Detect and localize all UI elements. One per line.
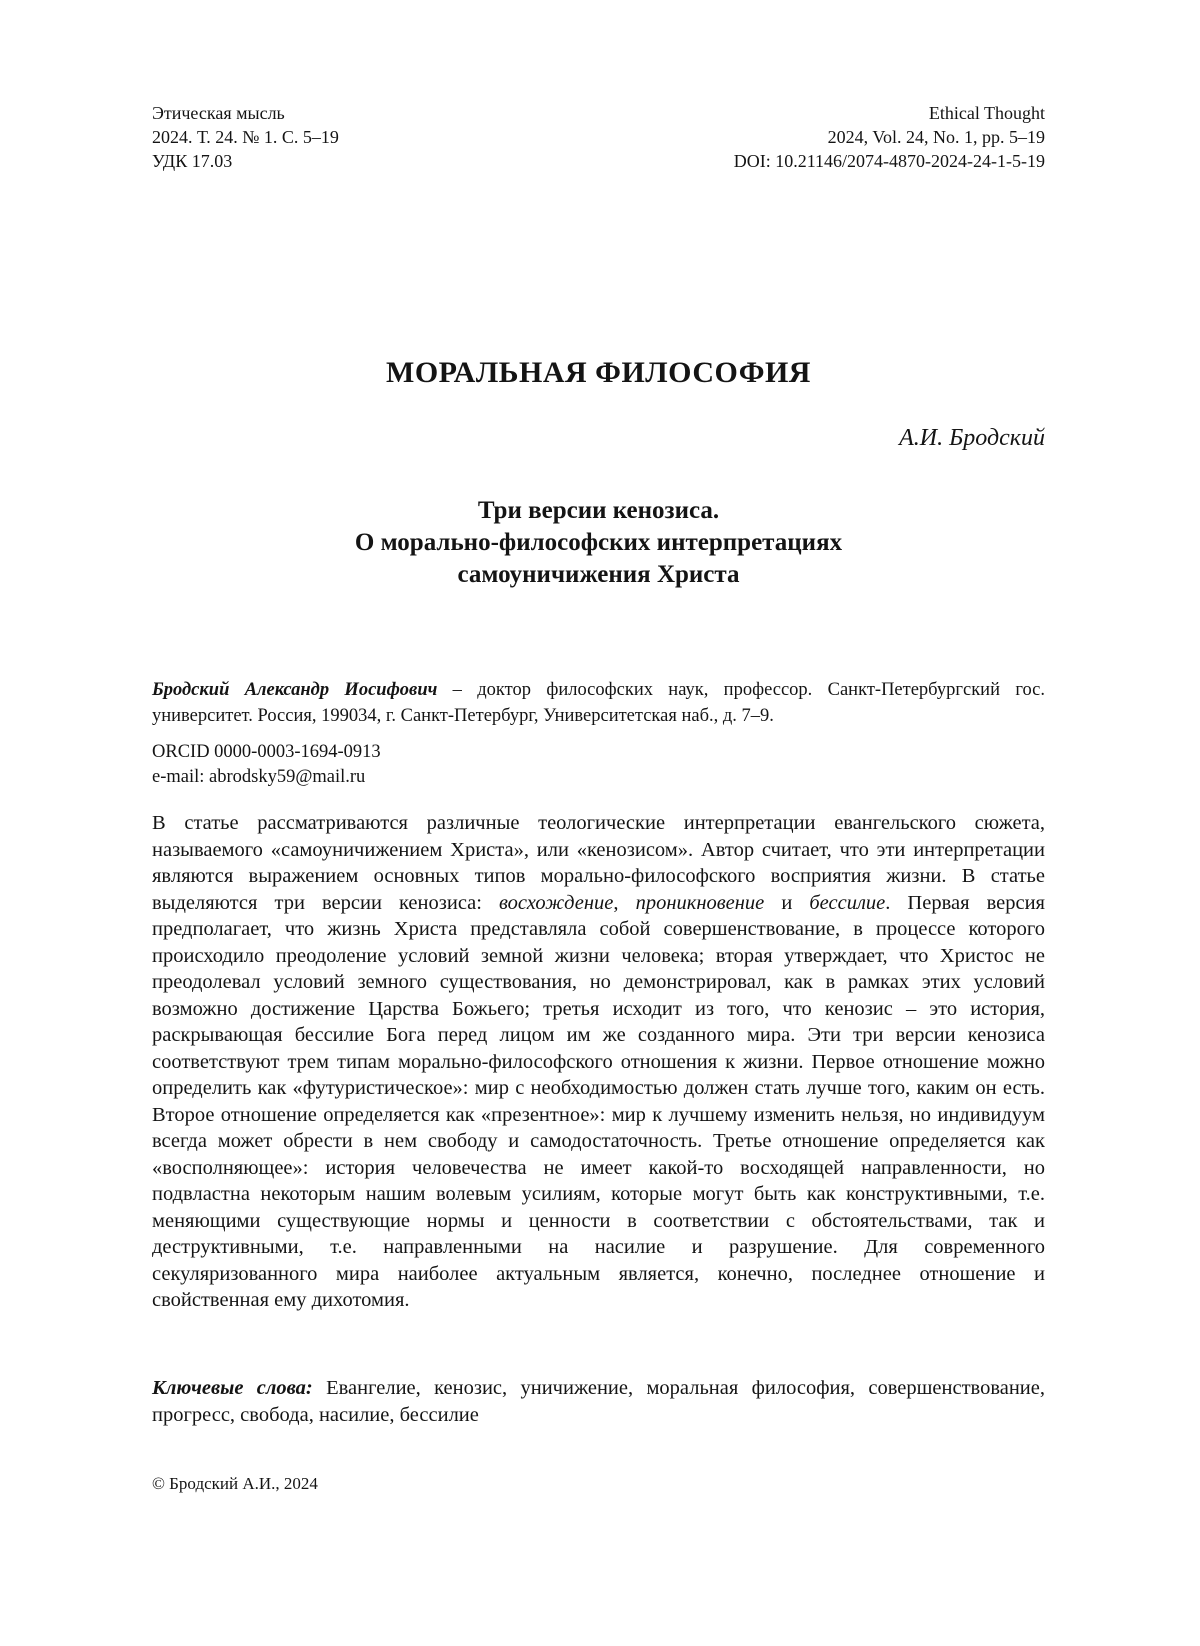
abstract xyxy=(152,810,1045,1314)
abstract-sep-1: , xyxy=(613,891,636,914)
abstract-part-2: . Первая версия предполагает, что жизнь Христа представляла собой совершенствование, в процессе которого происходило преодоление условий земной жизни человека; вторая утверждает, что Христос не преодолевал условий земного существования, но демонстрировал, как в рамках этих условий возможно достижение Царства Божьего; третья исходит из того, что кенозис – это история, раскрывающая бессилие Бога перед лицом им же созданного мира. Эти три версии кенозиса соответствуют трем типам морально-философского отношения к жизни. Первое отношение можно определить как «футуристическое»: мир с необходимостью должен стать лучше того, каким он есть. Второе отношение определяется как «презентное»: мир к лучшему изменить нельзя, но индивидуум всегда может обрести в нем свободу и самодостаточность. Третье отношение определяется как «восполняющее»: история человечества не имеет какой-то восходящей направленности, но подвластна некоторым нашим волевым усилиям, которые могут быть как конструктивными, т.е. меняющими существующие нормы и ценности в соответствии с обстоятельствами, так и деструктивными, т.е. направленными на насилие и разрушение. Для современного секуляризованного мира наиболее актуальным является, конечно, последнее отношение и свойственная ему дихотомия. xyxy=(152,891,1045,1311)
author-full-name: Бродский Александр Иосифович xyxy=(152,680,438,700)
article-page xyxy=(152,0,1045,1646)
article-title xyxy=(152,495,1045,591)
article-title-line-1: Три версии кенозиса. xyxy=(477,497,720,524)
author-identifiers xyxy=(152,740,381,790)
orcid: ORCID 0000-0003-1694-0913 xyxy=(152,742,381,762)
abstract-emphasis-3: бессилие xyxy=(809,891,886,914)
udc-code: УДК 17.03 xyxy=(152,151,233,171)
article-title-line-3: самоуничижения Христа xyxy=(457,561,740,588)
abstract-part-1: В статье рассматриваются различные теологические интерпретации евангельского сюжета, называемого «самоуничижением Христа», или «кенозисом». Автор считает, что эти интерпретации являются выражением основных типов морально-философского восприятия жизни. В статье выделяются три версии кенозиса: xyxy=(152,812,1045,914)
email: e-mail: abrodsky59@mail.ru xyxy=(152,767,366,787)
doi: DOI: 10.21146/2074-4870-2024-24-1-5-19 xyxy=(733,151,1045,171)
abstract-emphasis-1: восхождение xyxy=(499,891,614,914)
header-left-block xyxy=(152,101,339,173)
issue-info-en: 2024, Vol. 24, No. 1, pp. 5–19 xyxy=(827,127,1045,147)
keywords-label: Ключевые слова: xyxy=(152,1377,313,1399)
keywords-text: Евангелие, кенозис, уничижение, моральная философия, совершенствование, прогресс, свобода, насилие, бессилие xyxy=(152,1377,1045,1426)
abstract-emphasis-2: проникновение xyxy=(635,891,765,914)
author-affiliation xyxy=(152,677,1045,729)
section-title: МОРАЛЬНАЯ ФИЛОСОФИЯ xyxy=(386,356,811,389)
journal-title-en: Ethical Thought xyxy=(928,103,1045,123)
author-details: – доктор философских наук, профессор. Санкт-Петербургский гос. университет. Россия, 199034, г. Санкт-Петербург, Университетская наб., д. 7–9. xyxy=(152,680,1045,726)
keywords xyxy=(152,1375,1045,1428)
author-short-name: А.И. Бродский xyxy=(899,425,1045,451)
article-title-line-2: О морально-философских интерпретациях xyxy=(354,529,843,556)
journal-title-ru: Этическая мысль xyxy=(152,103,285,123)
header-right-block xyxy=(734,101,1045,173)
abstract-sep-2: и xyxy=(764,891,810,914)
issue-info-ru: 2024. Т. 24. № 1. С. 5–19 xyxy=(152,127,339,147)
copyright: © Бродский А.И., 2024 xyxy=(152,1474,318,1493)
